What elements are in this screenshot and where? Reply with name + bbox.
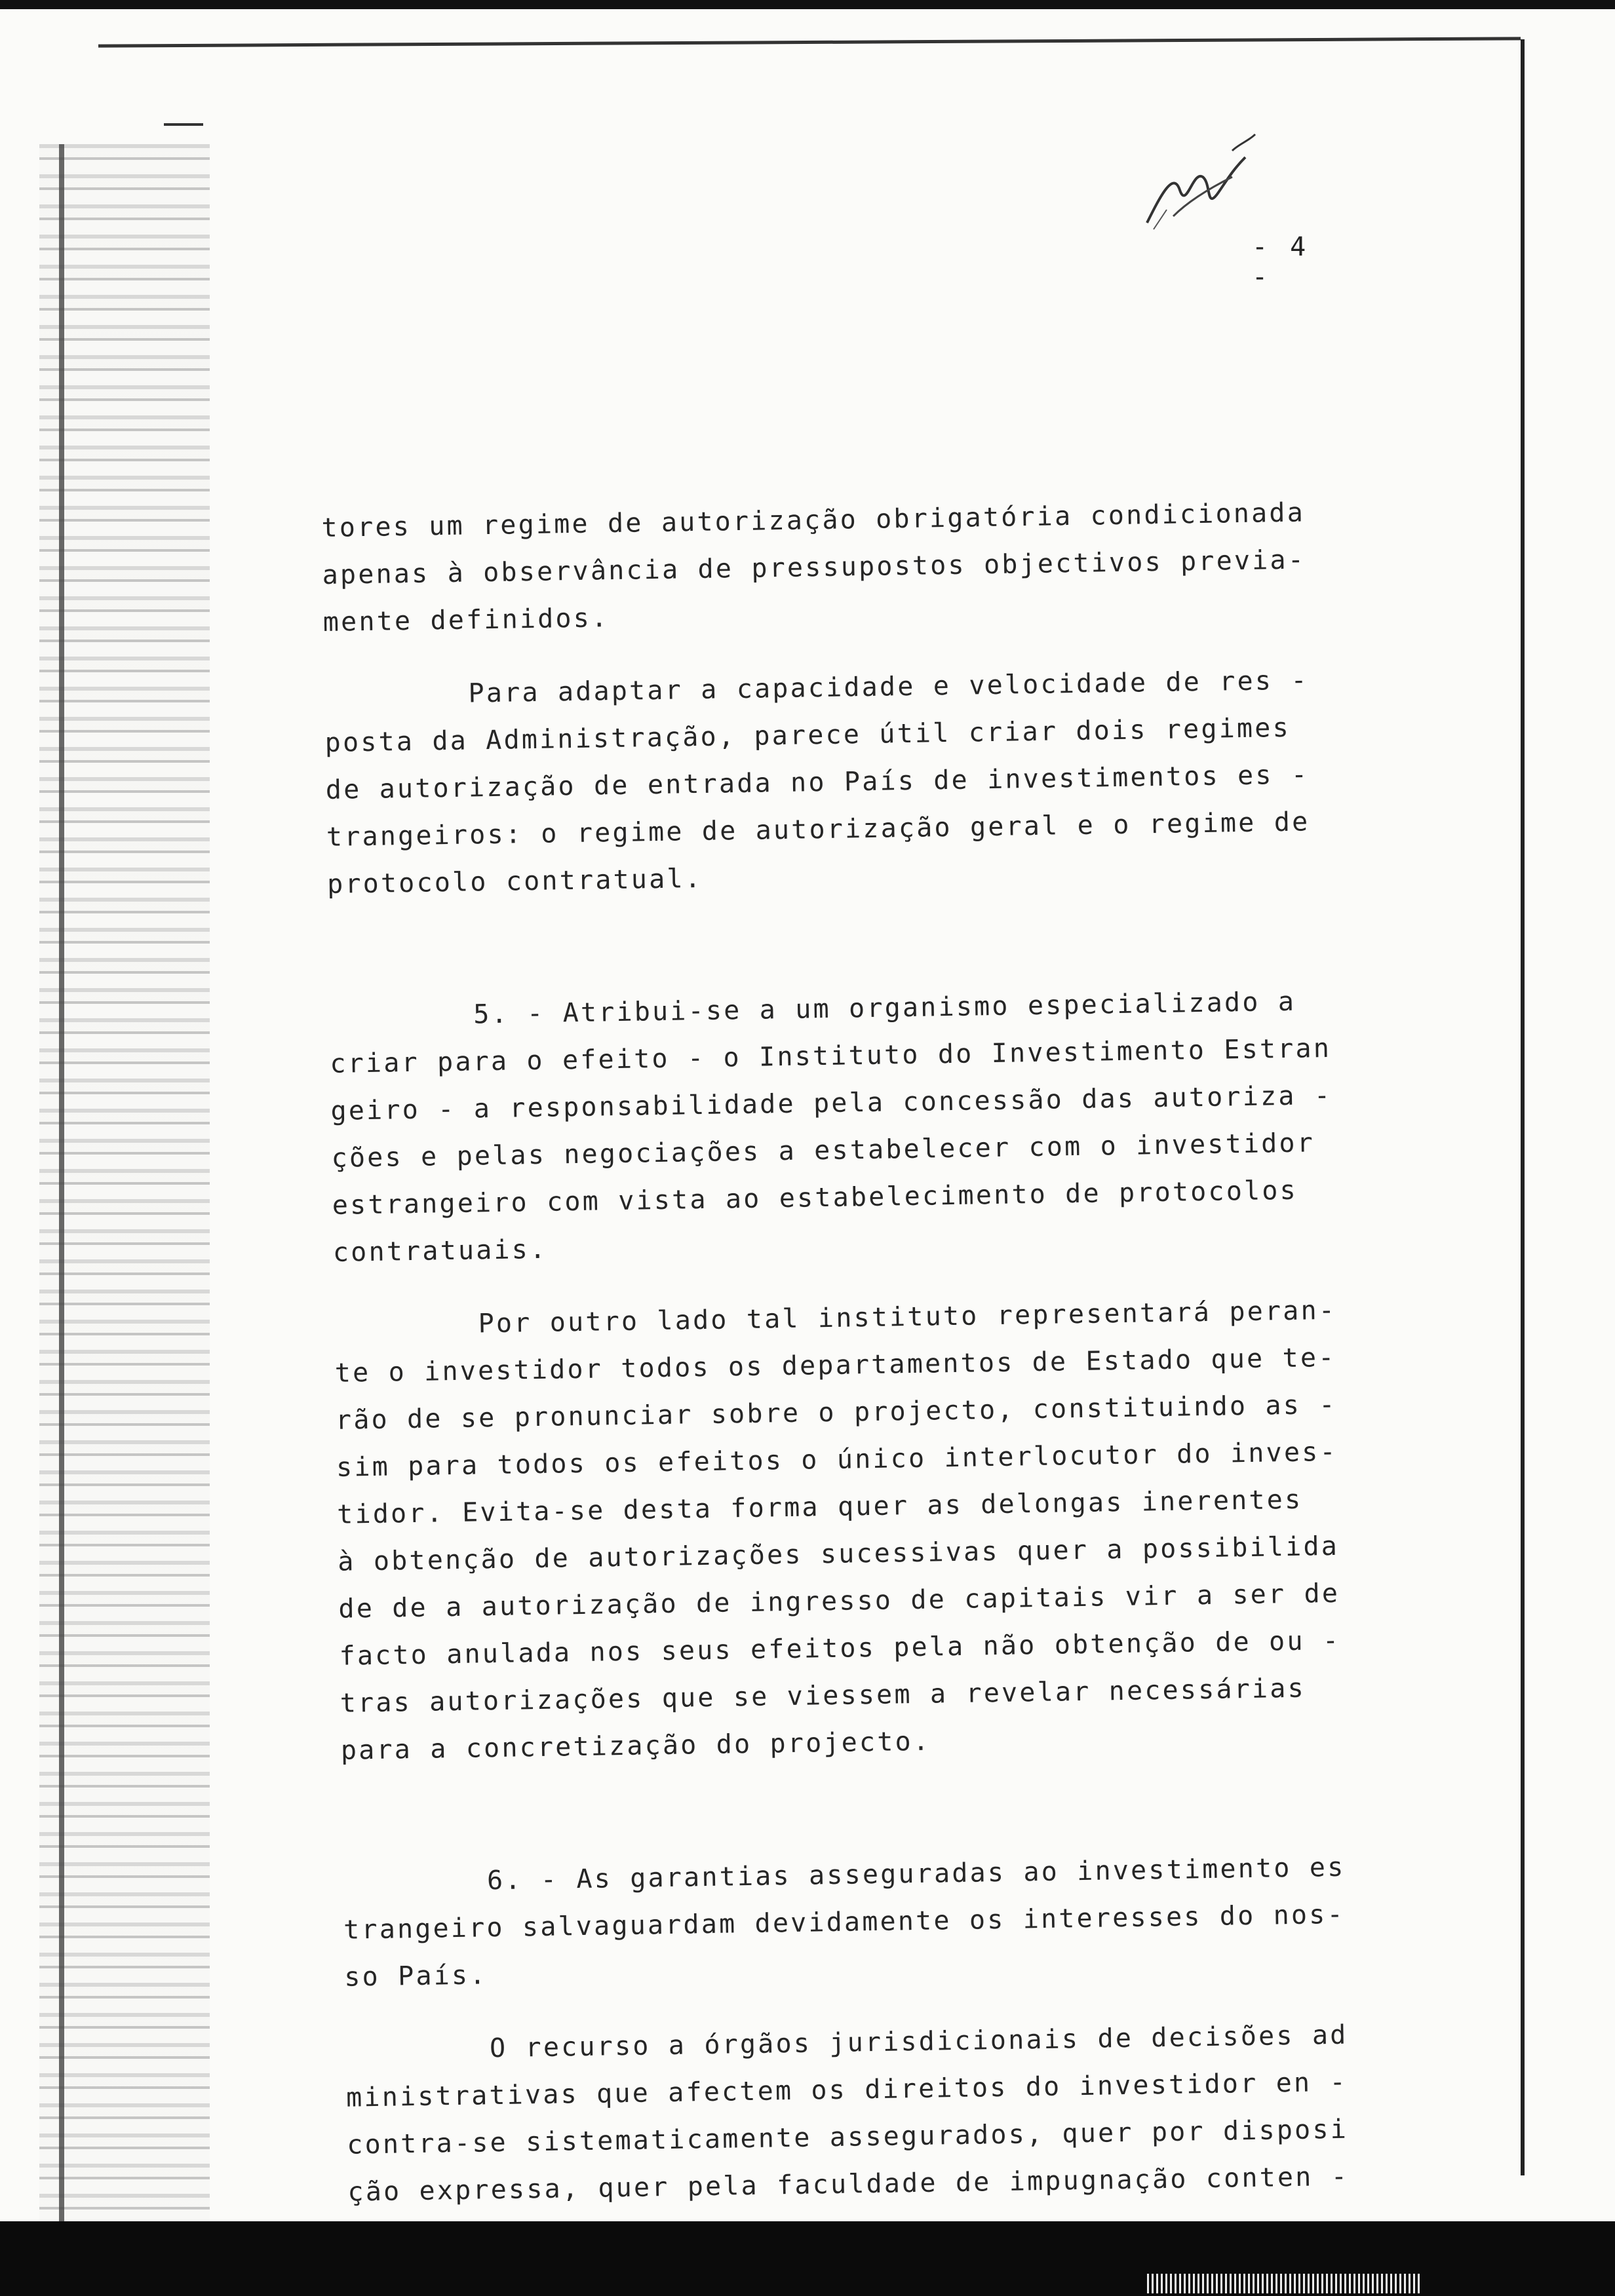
text-line: tores um regime de autorização obrigatória condicionada — [321, 497, 1306, 543]
text-line: rão de se pronunciar sobre o projecto, constituindo as - — [335, 1389, 1337, 1436]
text-line: O recurso a órgãos jurisdicionais de decisões ad — [489, 2019, 1348, 2064]
text-line: Por outro lado tal instituto representará peran- — [478, 1295, 1337, 1339]
paragraph-spacer — [328, 891, 1391, 993]
text-line: so País. — [343, 1960, 488, 1993]
text-line: à obtenção de autorizações sucessivas quer a possibilida — [337, 1531, 1340, 1577]
text-line: tras autorizações que se viessem a revelar necessárias — [340, 1673, 1306, 1719]
text-line: te o investidor todos os departamentos de Estado que te- — [334, 1342, 1336, 1388]
page-number: - 4 - — [1252, 232, 1310, 292]
scan-mark — [164, 123, 203, 126]
text-line: para a concretização do projecto. — [340, 1726, 931, 1766]
text-line: protocolo contratual. — [326, 863, 703, 900]
paragraph — [334, 1286, 1403, 1774]
document-body — [321, 488, 1410, 2216]
scan-barcode-strip — [1147, 2274, 1422, 2293]
text-line: facto anulada nos seus efeitos pela não obtenção de ou - — [339, 1625, 1341, 1672]
text-line: contratuais. — [332, 1234, 548, 1268]
text-line: criar para o efeito - o Instituto do Investimento Estran — [330, 1033, 1332, 1079]
text-line: sim para todos os efeitos o único interlocutor do inves- — [336, 1436, 1338, 1483]
text-line: ção expressa, quer pela faculdade de impugnação conten - — [347, 2161, 1350, 2208]
text-line: ministrativas que afectem os direitos do investidor en - — [345, 2067, 1348, 2113]
text-line: posta da Administração, parece útil criar dois regimes — [324, 712, 1291, 758]
paragraph — [345, 2010, 1410, 2215]
text-line: ções e pelas negociações a estabelecer com o investidor — [331, 1128, 1315, 1174]
handwritten-initials — [1134, 131, 1265, 242]
text-line: estrangeiro com vista ao estabelecimento de protocolos — [332, 1175, 1298, 1221]
scan-top-border — [0, 0, 1615, 9]
text-line: trangeiro salvaguardam devidamente os interesses do nos- — [343, 1899, 1346, 1945]
paragraph — [324, 656, 1389, 908]
scan-right-border — [1521, 39, 1525, 2175]
paragraph — [329, 976, 1395, 1276]
text-line: trangeiros: o regime de autorização geral e o regime de — [326, 807, 1310, 852]
text-line: geiro - a responsabilidade pela concessão das autoriza - — [330, 1080, 1333, 1126]
scan-left-edge-line — [59, 144, 64, 2228]
paragraph-spacer — [341, 1757, 1404, 1859]
text-line: 6. - As garantias asseguradas ao investimento es — [486, 1852, 1346, 1896]
paragraph — [342, 1843, 1406, 2000]
scan-left-edge — [39, 144, 210, 2228]
text-line: apenas à observância de pressupostos objectivos previa- — [322, 545, 1306, 590]
paragraph — [321, 488, 1385, 646]
text-line: Para adaptar a capacidade e velocidade de res - — [468, 665, 1310, 709]
text-line: mente definidos. — [322, 603, 610, 638]
text-line: de autorização de entrada no País de investimentos es - — [325, 759, 1310, 805]
text-line: contra-se sistematicamente assegurados, quer por disposi — [346, 2114, 1349, 2160]
text-line: 5. - Atribui-se a um organismo especializado a — [473, 986, 1296, 1030]
scan-top-line — [98, 37, 1521, 47]
text-line: tidor. Evita-se desta forma quer as delongas inerentes — [336, 1484, 1303, 1530]
text-line: de de a autorização de ingresso de capitais vir a ser de — [338, 1578, 1340, 1624]
